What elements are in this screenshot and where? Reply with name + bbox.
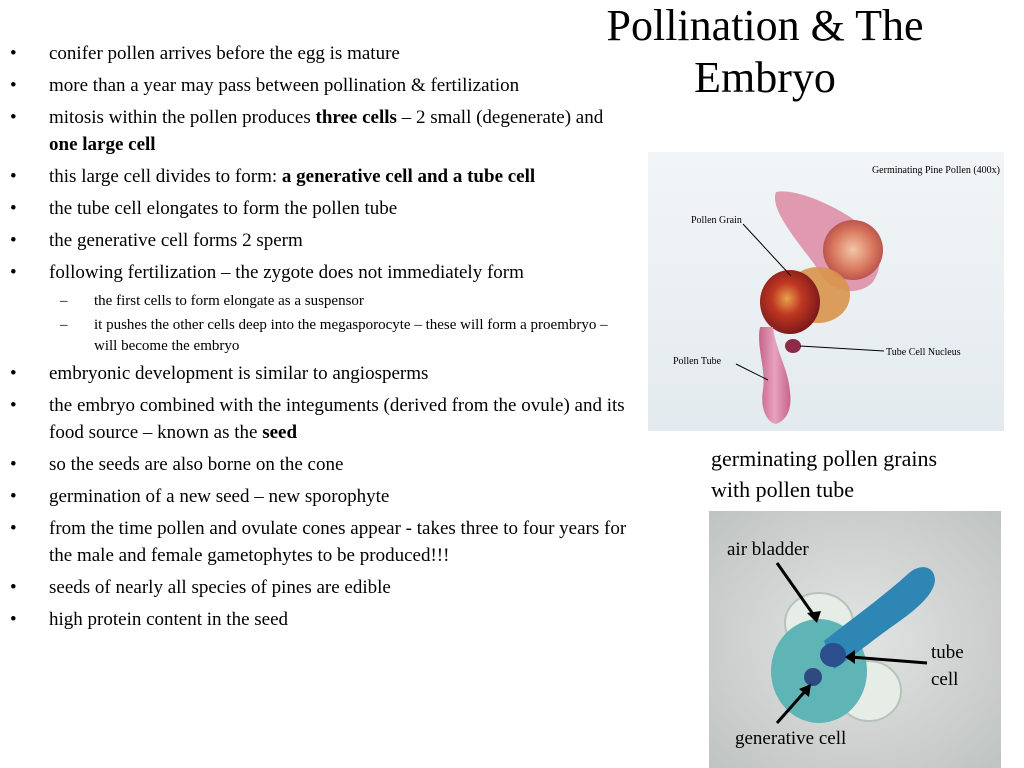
- bullet-item: [10, 483, 630, 510]
- bullet-bold-text: three cells: [315, 107, 397, 128]
- bullet-item: [10, 163, 630, 190]
- bullet-text: seeds of nearly all species of pines are edible: [49, 577, 391, 598]
- pollen-tube-shape: [759, 327, 790, 424]
- bullet-list: [10, 40, 630, 638]
- bullet-bold-text: seed: [262, 422, 298, 443]
- bullet-text: the tube cell elongates to form the pollen tube: [49, 198, 398, 219]
- bullet-item: [10, 104, 630, 158]
- bullet-item: [10, 574, 630, 601]
- bullet-text: following fertilization – the zygote does not immediately form: [49, 262, 524, 283]
- sub-bullet-text: the first cells to form elongate as a suspensor: [94, 293, 364, 309]
- bullet-item: [10, 360, 630, 387]
- tube-cell-dot: [820, 643, 846, 667]
- label-tube: tube: [931, 642, 964, 663]
- bullet-text: – 2 small (degenerate) and: [396, 107, 604, 128]
- bullet-item: [10, 195, 630, 222]
- bullet-text: embryonic development is similar to angiosperms: [49, 363, 429, 384]
- sub-bullet-item: [10, 315, 630, 357]
- figure1-heading: Germinating Pine Pollen (400x): [871, 165, 1000, 176]
- pointer-line: [743, 224, 791, 276]
- bullet-item: [10, 40, 630, 67]
- pollen-micrograph-drawing: [648, 152, 1004, 431]
- caption-line: germinating pollen grains: [711, 446, 938, 471]
- title-line-2: Embryo: [694, 53, 836, 102]
- bullet-item: [10, 227, 630, 254]
- label-generative-cell: generative cell: [735, 728, 847, 749]
- figure1-caption: [711, 443, 1001, 505]
- bullet-text: from the time pollen and ovulate cones appear - takes three to four years for the male and female gametophytes to be produced!!!: [49, 518, 627, 566]
- bullet-bold-text: a generative cell and a tube cell: [281, 166, 536, 187]
- stained-pollen-drawing: [709, 511, 1001, 768]
- bullet-text: more than a year may pass between pollination & fertilization: [49, 75, 520, 96]
- tube-cell-nucleus-dot: [785, 339, 801, 353]
- bullet-item: [10, 451, 630, 478]
- label-cell: cell: [931, 669, 959, 690]
- bullet-item: [10, 259, 630, 286]
- bullet-item: [10, 606, 630, 633]
- bullet-text: high protein content in the seed: [49, 609, 289, 630]
- lower-pollen-grain: [760, 270, 820, 334]
- label-air-bladder: air bladder: [727, 539, 809, 560]
- pointer-line: [800, 346, 884, 351]
- bullet-text: so the seeds are also borne on the cone: [49, 454, 344, 475]
- label-pollen-tube: Pollen Tube: [673, 356, 722, 367]
- label-pollen-grain: Pollen Grain: [691, 215, 742, 226]
- sub-bullet-item: [10, 291, 630, 312]
- bullet-bold-text: one large cell: [49, 134, 156, 155]
- bullet-text: conifer pollen arrives before the egg is mature: [49, 43, 400, 64]
- bullet-text: the embryo combined with the integuments (derived from the ovule) and its food source – known as the: [49, 395, 625, 443]
- stained-pollen-image: [709, 511, 1001, 768]
- bullet-item: [10, 72, 630, 99]
- bullet-text: mitosis within the pollen produces: [49, 107, 316, 128]
- pollen-micrograph-image: [648, 152, 1004, 431]
- title-line-1: Pollination & The: [606, 1, 924, 50]
- sub-bullet-text: it pushes the other cells deep into the megasporocyte – these will form a proembryo – will become the embryo: [94, 317, 608, 354]
- caption-line: with pollen tube: [711, 477, 854, 502]
- generative-cell-dot: [804, 668, 822, 686]
- label-tube-cell-nucleus: Tube Cell Nucleus: [886, 347, 961, 358]
- bullet-item: [10, 515, 630, 569]
- bullet-text: germination of a new seed – new sporophyte: [49, 486, 390, 507]
- bullet-text: the generative cell forms 2 sperm: [49, 230, 303, 251]
- bullet-text: this large cell divides to form:: [49, 166, 282, 187]
- bullet-item: [10, 392, 630, 446]
